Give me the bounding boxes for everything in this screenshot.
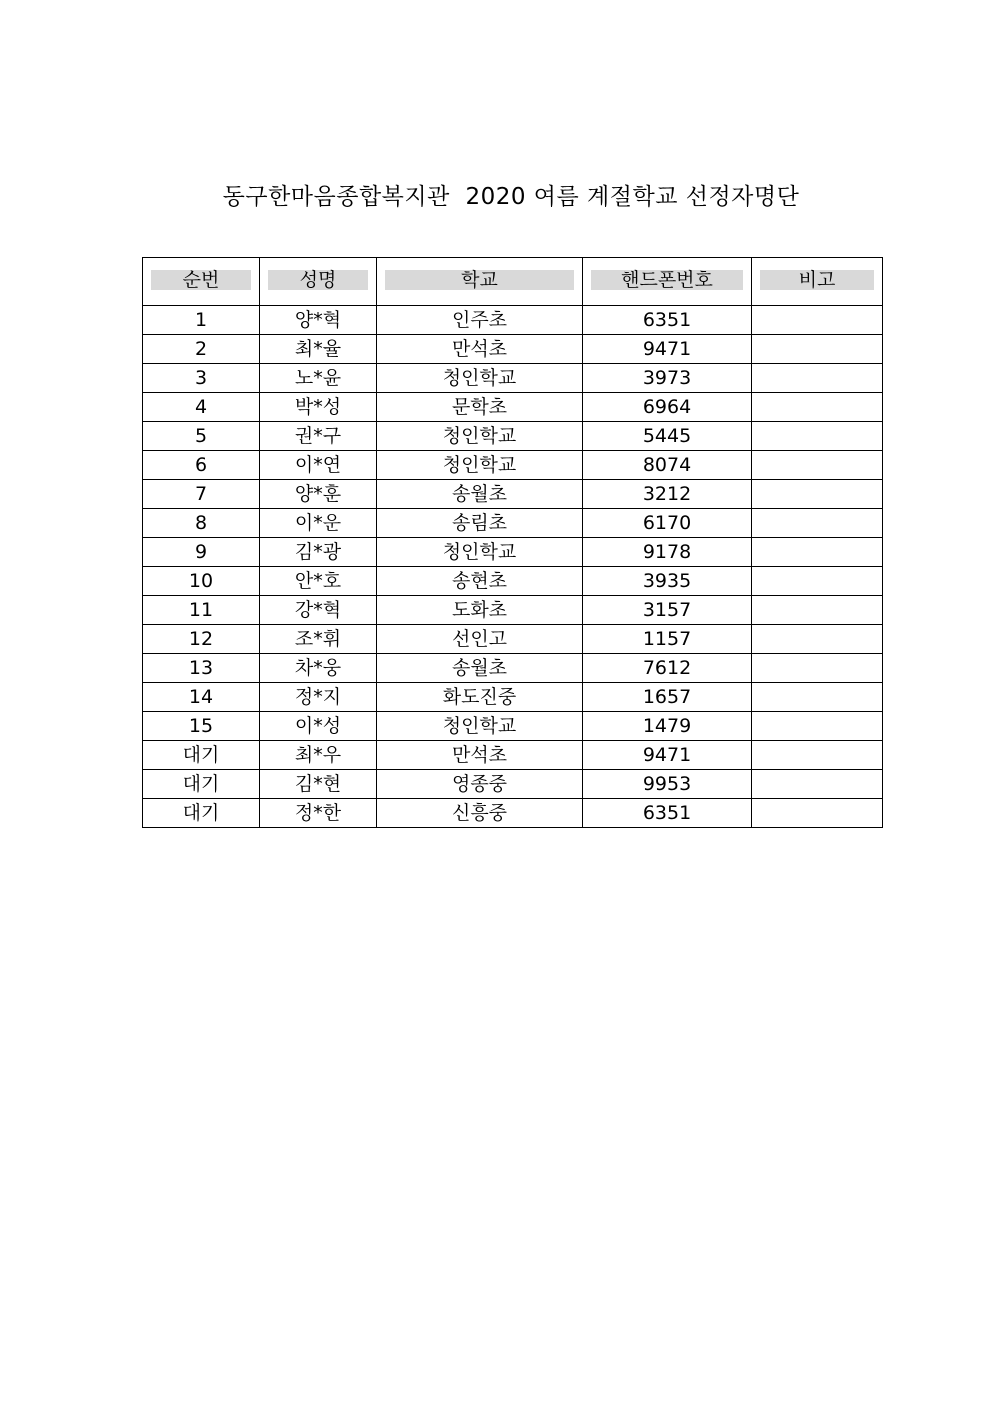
cell-seq: 대기 <box>143 799 260 828</box>
cell-phone: 6351 <box>583 799 752 828</box>
table-row <box>143 364 883 393</box>
cell-phone: 1479 <box>583 712 752 741</box>
cell-seq: 8 <box>143 509 260 538</box>
cell-school: 화도진중 <box>377 683 583 712</box>
cell-school: 송림초 <box>377 509 583 538</box>
cell-phone: 6964 <box>583 393 752 422</box>
table-row <box>143 741 883 770</box>
cell-seq: 1 <box>143 306 260 335</box>
cell-note <box>752 799 883 828</box>
cell-seq: 2 <box>143 335 260 364</box>
cell-school: 선인고 <box>377 625 583 654</box>
cell-school: 만석초 <box>377 741 583 770</box>
table-row <box>143 480 883 509</box>
cell-note <box>752 625 883 654</box>
header-label-note: 비고 <box>760 270 874 290</box>
cell-name: 노*윤 <box>260 364 377 393</box>
cell-note <box>752 393 883 422</box>
cell-name: 정*지 <box>260 683 377 712</box>
table-row <box>143 683 883 712</box>
header-cell-name <box>260 258 377 306</box>
cell-school: 청인학교 <box>377 712 583 741</box>
cell-seq: 대기 <box>143 770 260 799</box>
cell-name: 최*율 <box>260 335 377 364</box>
header-cell-school <box>377 258 583 306</box>
cell-name: 조*휘 <box>260 625 377 654</box>
table-row <box>143 451 883 480</box>
table-row <box>143 654 883 683</box>
cell-phone: 7612 <box>583 654 752 683</box>
cell-name: 안*호 <box>260 567 377 596</box>
cell-name: 이*성 <box>260 712 377 741</box>
cell-seq: 13 <box>143 654 260 683</box>
cell-phone: 3973 <box>583 364 752 393</box>
cell-seq: 12 <box>143 625 260 654</box>
cell-phone: 8074 <box>583 451 752 480</box>
table-row <box>143 567 883 596</box>
cell-school: 청인학교 <box>377 538 583 567</box>
table-row <box>143 393 883 422</box>
cell-school: 영종중 <box>377 770 583 799</box>
cell-name: 차*웅 <box>260 654 377 683</box>
cell-name: 정*한 <box>260 799 377 828</box>
cell-school: 송현초 <box>377 567 583 596</box>
cell-seq: 9 <box>143 538 260 567</box>
header-label-seq: 순번 <box>151 270 251 290</box>
cell-seq: 5 <box>143 422 260 451</box>
header-cell-note <box>752 258 883 306</box>
table-row <box>143 422 883 451</box>
cell-note <box>752 770 883 799</box>
cell-phone: 5445 <box>583 422 752 451</box>
cell-phone: 9471 <box>583 335 752 364</box>
cell-school: 문학초 <box>377 393 583 422</box>
cell-note <box>752 480 883 509</box>
cell-note <box>752 712 883 741</box>
cell-name: 김*광 <box>260 538 377 567</box>
cell-school: 만석초 <box>377 335 583 364</box>
cell-name: 박*성 <box>260 393 377 422</box>
cell-note <box>752 509 883 538</box>
cell-name: 이*운 <box>260 509 377 538</box>
header-row <box>143 258 883 306</box>
table-row <box>143 306 883 335</box>
page-title: 동구한마음종합복지관 2020 여름 계절학교 선정자명단 <box>222 184 800 210</box>
cell-note <box>752 741 883 770</box>
cell-school: 청인학교 <box>377 451 583 480</box>
table-row <box>143 509 883 538</box>
table-row <box>143 335 883 364</box>
cell-note <box>752 683 883 712</box>
cell-seq: 4 <box>143 393 260 422</box>
cell-note <box>752 451 883 480</box>
roster-table <box>142 257 883 828</box>
cell-name: 강*혁 <box>260 596 377 625</box>
header-cell-seq <box>143 258 260 306</box>
header-label-name: 성명 <box>268 270 368 290</box>
cell-note <box>752 567 883 596</box>
cell-seq: 15 <box>143 712 260 741</box>
table-row <box>143 596 883 625</box>
cell-note <box>752 422 883 451</box>
header-cell-phone <box>583 258 752 306</box>
table-row <box>143 625 883 654</box>
cell-phone: 9953 <box>583 770 752 799</box>
cell-name: 양*훈 <box>260 480 377 509</box>
cell-name: 권*구 <box>260 422 377 451</box>
cell-name: 이*연 <box>260 451 377 480</box>
cell-note <box>752 364 883 393</box>
cell-phone: 3157 <box>583 596 752 625</box>
table-row <box>143 770 883 799</box>
roster-body <box>143 306 883 828</box>
cell-school: 청인학교 <box>377 364 583 393</box>
cell-seq: 10 <box>143 567 260 596</box>
cell-seq: 11 <box>143 596 260 625</box>
cell-school: 도화초 <box>377 596 583 625</box>
cell-seq: 대기 <box>143 741 260 770</box>
cell-phone: 6351 <box>583 306 752 335</box>
cell-school: 인주초 <box>377 306 583 335</box>
cell-phone: 3212 <box>583 480 752 509</box>
cell-note <box>752 596 883 625</box>
table-row <box>143 712 883 741</box>
cell-phone: 3935 <box>583 567 752 596</box>
cell-name: 최*우 <box>260 741 377 770</box>
cell-seq: 14 <box>143 683 260 712</box>
cell-school: 송월초 <box>377 480 583 509</box>
cell-note <box>752 306 883 335</box>
cell-note <box>752 654 883 683</box>
cell-note <box>752 538 883 567</box>
cell-seq: 3 <box>143 364 260 393</box>
cell-name: 양*혁 <box>260 306 377 335</box>
table-row <box>143 799 883 828</box>
cell-name: 김*현 <box>260 770 377 799</box>
cell-school: 신흥중 <box>377 799 583 828</box>
cell-phone: 9471 <box>583 741 752 770</box>
cell-seq: 7 <box>143 480 260 509</box>
cell-phone: 9178 <box>583 538 752 567</box>
table-row <box>143 538 883 567</box>
cell-note <box>752 335 883 364</box>
header-label-school: 학교 <box>385 270 574 290</box>
cell-seq: 6 <box>143 451 260 480</box>
cell-school: 청인학교 <box>377 422 583 451</box>
cell-phone: 1157 <box>583 625 752 654</box>
header-label-phone: 핸드폰번호 <box>591 270 743 290</box>
cell-school: 송월초 <box>377 654 583 683</box>
cell-phone: 1657 <box>583 683 752 712</box>
cell-phone: 6170 <box>583 509 752 538</box>
